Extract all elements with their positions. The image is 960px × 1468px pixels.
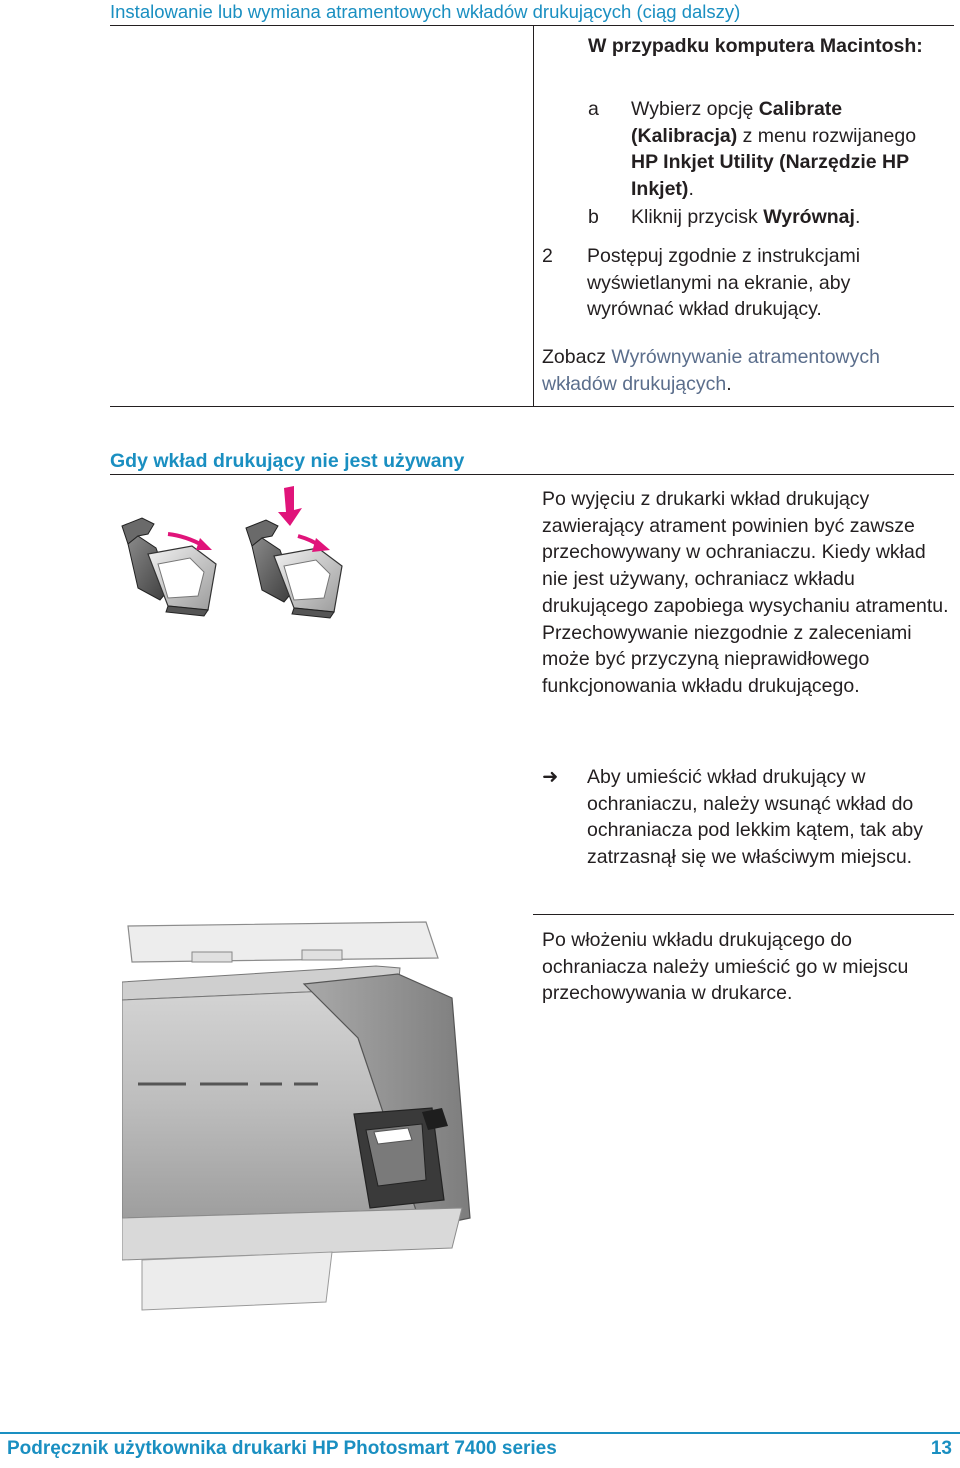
step-2-text: Postępuj zgodnie z instrukcjami wyświetlanymi na ekranie, aby wyrównać wkład drukujący. (587, 245, 861, 321)
step-a-letter: a (588, 98, 599, 120)
cartridge-protector-illustration (108, 484, 378, 624)
tray-tab-1 (192, 952, 232, 962)
footer-rule (0, 1432, 960, 1434)
header-rule (110, 25, 954, 26)
step-b-text (631, 204, 941, 231)
mac-heading: W przypadku komputera Macintosh: (588, 35, 923, 57)
hp-inkjet-utility-label: HP Inkjet Utility (Narzędzie HP Inkjet) (631, 151, 909, 201)
printer-storage-illustration (122, 918, 474, 1316)
footer-title: Podręcznik użytkownika drukarki HP Photosmart 7400 series (7, 1438, 557, 1459)
see-also (542, 344, 952, 397)
section-rule (110, 406, 954, 407)
step-a-post: . (688, 178, 694, 201)
push-arrow-down (278, 486, 302, 526)
step-a-text (631, 96, 941, 203)
align-button-label: Wyrównaj (763, 206, 855, 228)
step-a-mid: z menu rozwijanego (737, 124, 917, 147)
alignment-link[interactable]: Wyrównywanie atramentowych wkładów drukujących (542, 346, 880, 395)
see-prefix: Zobacz (542, 346, 612, 368)
insert-arrowhead-right (312, 538, 330, 552)
section-heading: Gdy wkład drukujący nie jest używany (110, 450, 465, 472)
output-tray-lower (142, 1252, 332, 1310)
tip-arrow-icon: ➜ (542, 766, 559, 788)
storage-paragraph: Po wyjęciu z drukarki wkład drukujący zawierający atrament powinien być zawsze przechowywany w ochraniaczu. Kiedy wkład nie jest używany, ochraniacz wkładu drukującego zapobiega wysychaniu atramentu. Przechowywanie niezgodnie z zaleceniami może być przyczyną nieprawidłowego funkcjonowania wkładu drukującego. (542, 488, 949, 697)
step-a-pre: Wybierz opcję (631, 98, 759, 120)
step-b-post: . (854, 206, 861, 228)
tip-text: Aby umieścić wkład drukujący w ochraniaczu, należy wsunąć wkład do ochraniacza pod lekkim kątem, tak aby zatrzasnął się we właściwym miejscu. (587, 766, 923, 869)
paragraph-rule (533, 914, 954, 915)
page-number: 13 (930, 1438, 952, 1459)
running-header: Instalowanie lub wymiana atramentowych wkładów drukujących (ciąg dalszy) (110, 1, 741, 22)
input-tray (128, 922, 438, 962)
see-suffix: . (726, 372, 732, 395)
step-b-pre: Kliknij przycisk (631, 206, 764, 228)
protector-right (246, 520, 342, 618)
placement-paragraph: Po włożeniu wkładu drukującego do ochraniacza należy umieścić go w miejscu przechowywania w drukarce. (542, 929, 909, 1005)
insert-arrowhead-left (196, 538, 212, 550)
step-2-number: 2 (542, 245, 553, 267)
step-b-letter: b (588, 206, 599, 228)
section-heading-rule (110, 474, 954, 475)
column-rule (533, 25, 534, 407)
tray-tab-2 (302, 950, 342, 960)
calibrate-menu-label: Calibrate (Kalibracja) (631, 98, 843, 147)
